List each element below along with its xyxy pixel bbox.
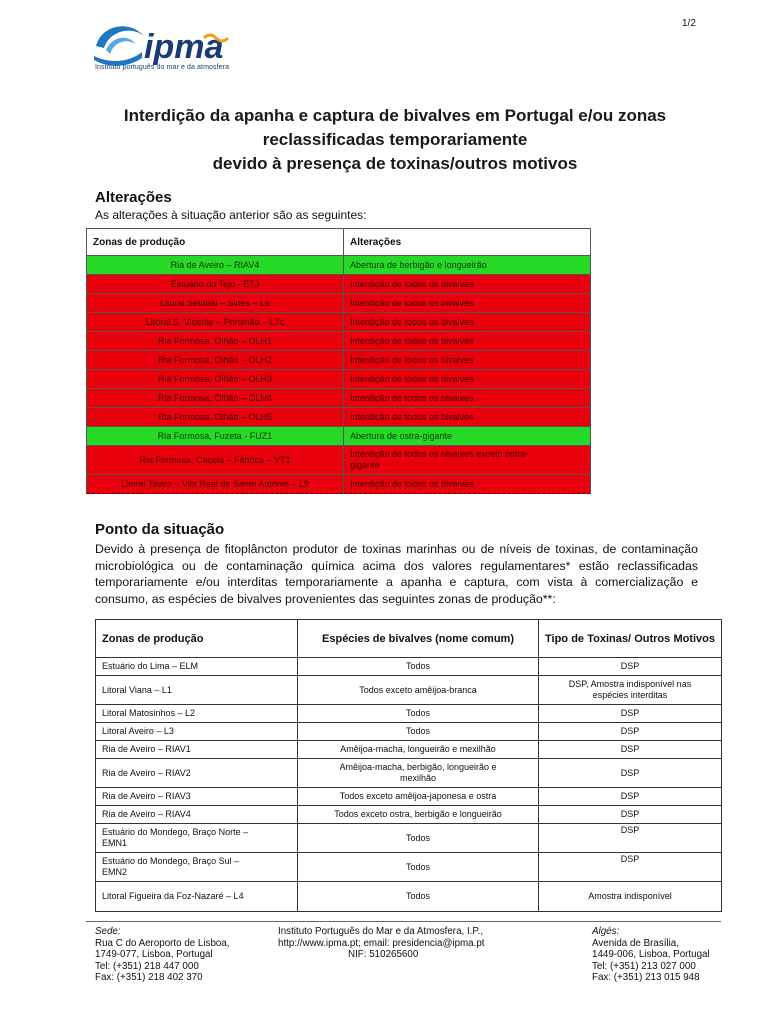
table-row xyxy=(87,427,591,446)
table-row xyxy=(96,882,722,912)
footer-institute xyxy=(278,926,485,961)
footer-alges xyxy=(592,926,710,984)
tipo-cell: DSP xyxy=(539,723,722,741)
especies-cell: Todos exceto amêijoa-branca xyxy=(298,676,539,705)
zona-cell: Ria de Aveiro – RIAV2 xyxy=(96,759,298,788)
table-row xyxy=(87,275,591,294)
zonas-table xyxy=(95,619,722,912)
zona-cell: Ria Formosa, Fuzeta - FUZ1 xyxy=(87,427,344,446)
logo-wave-arc xyxy=(96,26,144,48)
alteracoes-intro: As alterações à situação anterior são as seguintes: xyxy=(95,208,367,222)
table-row xyxy=(96,723,722,741)
tipo-cell: DSP xyxy=(539,658,722,676)
zona-cell: Ria Formosa, Olhão – OLH5 xyxy=(87,408,344,427)
zona-cell: Litoral Tavira – Vila Real de Santo António – L9 xyxy=(87,475,344,494)
footer-line: Avenida de Brasília, xyxy=(592,937,679,949)
especies-cell xyxy=(298,759,539,788)
tipo-cell: DSP xyxy=(539,741,722,759)
alteracao-cell: Abertura de ostra-gigante xyxy=(344,427,591,446)
footer-line: Tel: (+351) 218 447 000 xyxy=(95,960,199,972)
zona-cell: Ria de Aveiro – RIAV3 xyxy=(96,788,298,806)
footer-line: Fax: (+351) 213 015 948 xyxy=(592,972,700,983)
especies-cell: Amêijoa-macha, longueirão e mexilhão xyxy=(298,741,539,759)
zona-cell: Litoral Figueira da Foz-Nazaré – L4 xyxy=(96,882,298,912)
alteracao-line: gigante xyxy=(350,460,380,470)
title-line-2: reclassificadas temporariamente xyxy=(262,130,528,149)
especies-line: Amêijoa-macha, berbigão, longueirão e xyxy=(339,762,497,772)
tipo-line: espécies interditas xyxy=(592,690,668,700)
alteracao-cell: Interdição de todos os bivalves xyxy=(344,351,591,370)
footer-sede xyxy=(95,926,230,984)
col-header-especies: Espécies de bivalves (nome comum) xyxy=(298,620,539,658)
logo-wave-inner xyxy=(106,38,136,54)
zona-cell: Estuário do Tejo - ETJ xyxy=(87,275,344,294)
zona-cell xyxy=(96,824,298,853)
zona-cell: Litoral Setúbal – Sines – L6 xyxy=(87,294,344,313)
title-line-1: Interdição da apanha e captura de bivalves em Portugal e/ou zonas xyxy=(123,106,667,125)
alteracao-cell xyxy=(344,446,591,475)
table-row xyxy=(87,351,591,370)
table-row xyxy=(96,853,722,882)
alteracao-cell: Interdição de todos os bivalves xyxy=(344,332,591,351)
footer-line: Instituto Português do Mar e da Atmosfera, I.P., xyxy=(278,926,484,937)
col-header-alteracoes: Alterações xyxy=(344,229,591,256)
tipo-line: DSP, Amostra indisponível nas xyxy=(568,679,692,689)
zona-cell: Litoral Aveiro – L3 xyxy=(96,723,298,741)
alteracao-cell: Interdição de todos os bivalves xyxy=(344,313,591,332)
footer-line: Fax: (+351) 218 402 370 xyxy=(95,972,203,983)
footer-line: Rua C do Aeroporto de Lisboa, xyxy=(95,937,230,949)
alteracao-cell: Interdição de todos os bivalves xyxy=(344,475,591,494)
zona-cell: Ria de Aveiro – RIAV1 xyxy=(96,741,298,759)
alteracoes-table xyxy=(86,228,591,494)
especies-cell: Todos xyxy=(298,723,539,741)
footer-line: 1449-006, Lisboa, Portugal xyxy=(592,949,710,960)
especies-cell: Todos exceto amêijoa-japonesa e ostra xyxy=(298,788,539,806)
footer-line: 1749-077, Lisboa, Portugal xyxy=(95,949,213,960)
title-line-3: devido à presença de toxinas/outros motivos xyxy=(212,154,578,173)
zona-cell: Ria de Aveiro – RIAV4 xyxy=(87,256,344,275)
zona-cell: Ria Formosa, Olhão – OLH2 xyxy=(87,351,344,370)
table-row xyxy=(96,741,722,759)
especies-line: mexilhão xyxy=(399,773,437,783)
alteracao-cell: Abertura de berbigão e longueirão xyxy=(344,256,591,275)
zona-line: Estuário do Mondego, Braço Norte – xyxy=(102,827,249,837)
footer-line: Tel: (+351) 213 027 000 xyxy=(592,960,696,972)
tipo-cell: DSP xyxy=(539,759,722,788)
tipo-cell: DSP xyxy=(539,806,722,824)
especies-cell: Todos xyxy=(298,824,539,853)
zona-cell: Estuário do Lima – ELM xyxy=(96,658,298,676)
table-row xyxy=(87,389,591,408)
col-header-tipo: Tipo de Toxinas/ Outros Motivos xyxy=(539,620,722,658)
zona-line: Estuário do Mondego, Braço Sul – xyxy=(102,856,240,866)
page-number: 1/2 xyxy=(682,18,696,29)
table-row xyxy=(87,370,591,389)
tipo-cell: Amostra indisponível xyxy=(539,882,722,912)
alteracao-cell: Interdição de todos os bivalves xyxy=(344,294,591,313)
alteracao-line: Interdição de todos os bivalves exceto ostra- xyxy=(350,449,529,459)
table-row xyxy=(96,806,722,824)
table-row xyxy=(87,294,591,313)
table-header-row xyxy=(87,229,591,256)
zona-cell: Ria de Aveiro – RIAV4 xyxy=(96,806,298,824)
table-row xyxy=(87,408,591,427)
footer-alges-label: Algés: xyxy=(592,926,620,937)
tipo-cell xyxy=(539,676,722,705)
zona-cell: Litoral Viana – L1 xyxy=(96,676,298,705)
footer-sede-label: Sede: xyxy=(95,926,121,937)
alteracao-cell: Interdição de todos os bivalves xyxy=(344,408,591,427)
especies-cell: Todos xyxy=(298,705,539,723)
tipo-cell: DSP xyxy=(539,853,722,882)
footer-divider xyxy=(86,921,721,922)
table-header-row xyxy=(96,620,722,658)
especies-cell: Todos exceto ostra, berbigão e longueirão xyxy=(298,806,539,824)
table-row xyxy=(87,446,591,475)
col-header-zonas: Zonas de produção xyxy=(96,620,298,658)
footer-contact-link[interactable]: http://www.ipma.pt; email: presidencia@ipma.pt xyxy=(278,937,485,949)
table-row xyxy=(87,256,591,275)
zona-cell: Litoral S. Vicente – Portimão – L7c xyxy=(87,313,344,332)
table-row xyxy=(96,759,722,788)
footer-line: NIF: 510265600 xyxy=(348,949,419,960)
ponto-heading: Ponto da situação xyxy=(95,521,225,538)
zona-cell: Ria Formosa, Cacela – Fábrica – VT1 xyxy=(87,446,344,475)
alteracao-cell: Interdição de todos os bivalves xyxy=(344,389,591,408)
table-row xyxy=(96,658,722,676)
ponto-paragraph: Devido à presença de fitoplâncton produtor de toxinas marinhas ou de níveis de toxinas, de contaminação microbiológica ou de contaminação química acima dos valores regulamentares* estão reclassificadas temporariamente e/ou interditas temporariamente a apanha e captura, com vista à comercialização e consumo, as espécies de bivalves provenientes das seguintes zonas de produção**: xyxy=(95,542,698,606)
especies-cell: Todos xyxy=(298,853,539,882)
table-row xyxy=(87,313,591,332)
table-row xyxy=(96,705,722,723)
logo-tagline: Instituto português do mar e da atmosfera xyxy=(95,64,230,71)
table-row xyxy=(96,676,722,705)
col-header-zonas: Zonas de produção xyxy=(87,229,344,256)
zona-line: EMN2 xyxy=(102,867,128,877)
zona-cell: Ria Formosa, Olhão – OLH1 xyxy=(87,332,344,351)
zona-cell: Ria Formosa, Olhão – OLH4 xyxy=(87,389,344,408)
tipo-cell: DSP xyxy=(539,824,722,853)
table-row xyxy=(87,332,591,351)
tipo-cell: DSP xyxy=(539,705,722,723)
zona-cell: Ria Formosa, Olhão – OLH3 xyxy=(87,370,344,389)
alteracao-cell: Interdição de todos os bivalves xyxy=(344,275,591,294)
especies-cell: Todos xyxy=(298,882,539,912)
zona-cell: Litoral Matosinhos – L2 xyxy=(96,705,298,723)
table-row xyxy=(96,824,722,853)
table-row xyxy=(96,788,722,806)
alteracoes-heading: Alterações xyxy=(95,189,172,206)
zona-line: EMN1 xyxy=(102,838,128,848)
alteracao-cell: Interdição de todos os bivalves xyxy=(344,370,591,389)
zona-cell xyxy=(96,853,298,882)
especies-cell: Todos xyxy=(298,658,539,676)
logo-text: ipma xyxy=(144,28,224,66)
tipo-cell: DSP xyxy=(539,788,722,806)
document-title xyxy=(70,104,720,176)
table-row xyxy=(87,475,591,494)
